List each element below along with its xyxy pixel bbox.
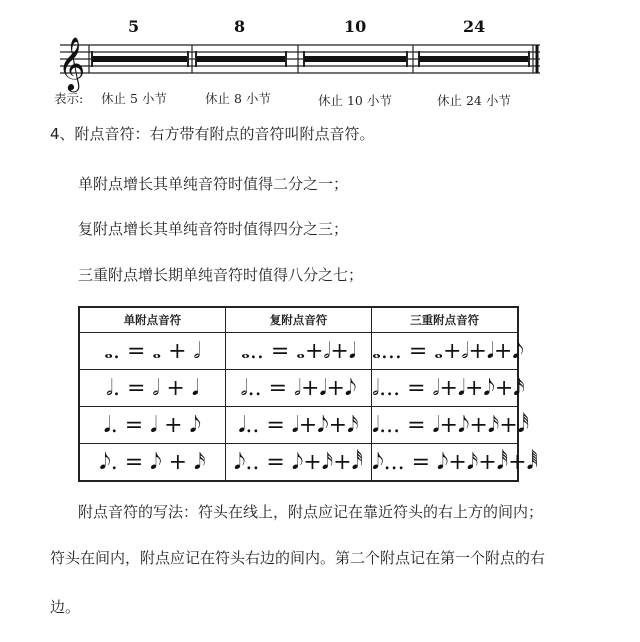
table-cell: 𝅗𝅥... = 𝅗𝅥+𝅘𝅥+𝅘𝅥𝅮+𝅘𝅥𝅯 — [372, 370, 518, 407]
table-cell: 𝅘𝅥𝅮.. = 𝅘𝅥𝅮+𝅘𝅥𝅯+𝅘𝅥𝅰 — [225, 444, 371, 482]
dotted-notes-table — [78, 306, 539, 482]
table-row — [79, 333, 518, 370]
multi-rest-measure-3 — [304, 45, 413, 73]
caption-lead: 表示: — [54, 91, 84, 106]
table-row — [79, 444, 518, 482]
rule-triple-dot: 三重附点增长期单纯音符时值得八分之七； — [78, 266, 364, 284]
caption-1: 休止 5 小节 — [101, 91, 167, 106]
writing-line-3: 边。 — [50, 598, 81, 616]
table-cell: 𝅘𝅥. = 𝅘𝅥 + 𝅘𝅥𝅮 — [79, 407, 225, 444]
table-cell: 𝅗𝅥.. = 𝅗𝅥+𝅘𝅥+𝅘𝅥𝅮 — [225, 370, 371, 407]
caption-4: 休止 24 小节 — [437, 93, 511, 108]
caption-2: 休止 8 小节 — [205, 91, 271, 106]
rest-count-2: 8 — [234, 17, 246, 36]
table-cell: 𝅝. = 𝅝 + 𝅗𝅥 — [79, 333, 225, 370]
rest-count-1: 5 — [128, 17, 140, 36]
multi-rest-staff — [0, 0, 640, 100]
multi-rest-measure-2 — [196, 45, 298, 73]
table-cell: 𝅘𝅥𝅮... = 𝅘𝅥𝅮+𝅘𝅥𝅯+𝅘𝅥𝅰+𝅘𝅥𝅱 — [372, 444, 518, 482]
header-single-dot: 单附点音符 — [79, 307, 225, 333]
section-heading: 4、附点音符：右方带有附点的音符叫附点音符。 — [50, 125, 375, 143]
table-cell: 𝅝.. = 𝅝+𝅗𝅥+𝅘𝅥 — [225, 333, 371, 370]
treble-clef-icon: 𝄞 — [58, 36, 86, 90]
table-cell: 𝅘𝅥... = 𝅘𝅥+𝅘𝅥𝅮+𝅘𝅥𝅯+𝅘𝅥𝅰 — [372, 407, 518, 444]
multi-rest-measure-1 — [89, 45, 192, 73]
table-cell: 𝅝... = 𝅝+𝅗𝅥+𝅘𝅥+𝅘𝅥𝅮 — [372, 333, 518, 370]
caption-3: 休止 10 小节 — [318, 93, 392, 108]
rest-count-3: 10 — [344, 17, 367, 36]
table-cell: 𝅗𝅥. = 𝅗𝅥 + 𝅘𝅥 — [79, 370, 225, 407]
writing-line-1: 附点音符的写法：符头在线上，附点应记在靠近符头的右上方的间内； — [78, 503, 544, 521]
multi-rest-measure-4 — [419, 45, 537, 73]
rule-double-dot: 复附点增长其单纯音符时值得四分之三； — [78, 220, 349, 238]
table-cell: 𝅘𝅥𝅮. = 𝅘𝅥𝅮 + 𝅘𝅥𝅯 — [79, 444, 225, 482]
table-row — [79, 370, 518, 407]
table-cell: 𝅘𝅥.. = 𝅘𝅥+𝅘𝅥𝅮+𝅘𝅥𝅯 — [225, 407, 371, 444]
rule-single-dot: 单附点增长其单纯音符时值得二分之一； — [78, 175, 349, 193]
header-double-dot: 复附点音符 — [225, 307, 371, 333]
header-triple-dot: 三重附点音符 — [372, 307, 518, 333]
rest-count-4: 24 — [463, 17, 486, 36]
writing-line-2: 符头在间内，附点应记在符头右边的间内。第二个附点记在第一个附点的右 — [50, 549, 546, 567]
table-row — [79, 407, 518, 444]
table-header-row — [79, 307, 518, 333]
